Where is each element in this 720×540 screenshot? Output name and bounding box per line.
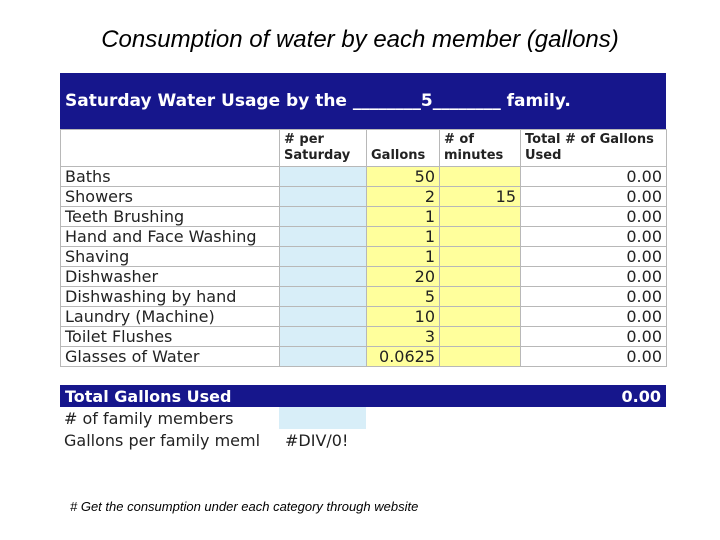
spreadsheet-banner: Saturday Water Usage by the ________5________ family. [60,73,666,129]
gallons-cell[interactable]: 3 [367,327,440,347]
total-gallons-cell: 0.00 [521,207,667,227]
gallons-cell[interactable]: 1 [367,247,440,267]
per-saturday-input[interactable] [280,207,367,227]
usage-table [60,129,667,367]
total-gallons-cell: 0.00 [521,307,667,327]
gallons-header: Gallons [367,130,440,167]
gallons-per-member-label: Gallons per family meml [64,430,261,450]
per-saturday-input[interactable] [280,227,367,247]
activity-cell: Dishwasher [61,267,280,287]
gallons-cell[interactable]: 5 [367,287,440,307]
table-row [61,227,667,247]
per-saturday-input[interactable] [280,307,367,327]
minutes-input[interactable]: 15 [440,187,521,207]
activity-cell: Hand and Face Washing [61,227,280,247]
activity-cell: Teeth Brushing [61,207,280,227]
table-row [61,167,667,187]
per-saturday-input[interactable] [280,347,367,367]
activity-cell: Showers [61,187,280,207]
gallons-cell[interactable]: 0.0625 [367,347,440,367]
table-row [61,187,667,207]
gallons-cell[interactable]: 1 [367,207,440,227]
minutes-input[interactable] [440,347,521,367]
activity-cell: Baths [61,167,280,187]
gallons-per-member-value: #DIV/0! [285,430,349,450]
header-row [61,130,667,167]
gallons-cell[interactable]: 2 [367,187,440,207]
per-saturday-header: # per Saturday [280,130,367,167]
gallons-cell[interactable]: 10 [367,307,440,327]
total-gallons-cell: 0.00 [521,347,667,367]
table-row [61,267,667,287]
total-gallons-bar [60,385,666,407]
activity-cell: Glasses of Water [61,347,280,367]
table-row [61,287,667,307]
table-row [61,207,667,227]
activity-cell: Dishwashing by hand [61,287,280,307]
per-saturday-input[interactable] [280,327,367,347]
total-gallons-cell: 0.00 [521,267,667,287]
total-gallons-cell: 0.00 [521,247,667,267]
activity-cell: Laundry (Machine) [61,307,280,327]
table-row [61,347,667,367]
minutes-input[interactable] [440,307,521,327]
activity-header [61,130,280,167]
total-gallons-cell: 0.00 [521,227,667,247]
family-members-input[interactable] [279,407,366,429]
minutes-input[interactable] [440,227,521,247]
footnote: # Get the consumption under each category through website [70,499,419,514]
gallons-cell[interactable]: 50 [367,167,440,187]
per-saturday-input[interactable] [280,267,367,287]
gallons-cell[interactable]: 20 [367,267,440,287]
total-gallons-header: Total # of Gallons Used [521,130,667,167]
total-gallons-cell: 0.00 [521,287,667,307]
table-row [61,327,667,347]
minutes-input[interactable] [440,287,521,307]
total-gallons-value: 0.00 [621,386,661,406]
activity-cell: Toilet Flushes [61,327,280,347]
family-members-row [60,407,666,429]
gallons-per-member-row [60,429,666,451]
slide-title: Consumption of water by each member (gallons) [101,26,619,53]
water-usage-spreadsheet [60,73,666,451]
minutes-input[interactable] [440,167,521,187]
minutes-input[interactable] [440,267,521,287]
minutes-input[interactable] [440,327,521,347]
per-saturday-input[interactable] [280,187,367,207]
table-row [61,307,667,327]
per-saturday-input[interactable] [280,247,367,267]
gallons-cell[interactable]: 1 [367,227,440,247]
activity-cell: Shaving [61,247,280,267]
per-saturday-input[interactable] [280,167,367,187]
total-gallons-cell: 0.00 [521,327,667,347]
total-gallons-cell: 0.00 [521,187,667,207]
family-members-label: # of family members [64,408,234,428]
table-row [61,247,667,267]
per-saturday-input[interactable] [280,287,367,307]
total-gallons-label: Total Gallons Used [65,386,232,406]
minutes-input[interactable] [440,247,521,267]
total-gallons-cell: 0.00 [521,167,667,187]
minutes-header: # of minutes [440,130,521,167]
minutes-input[interactable] [440,207,521,227]
